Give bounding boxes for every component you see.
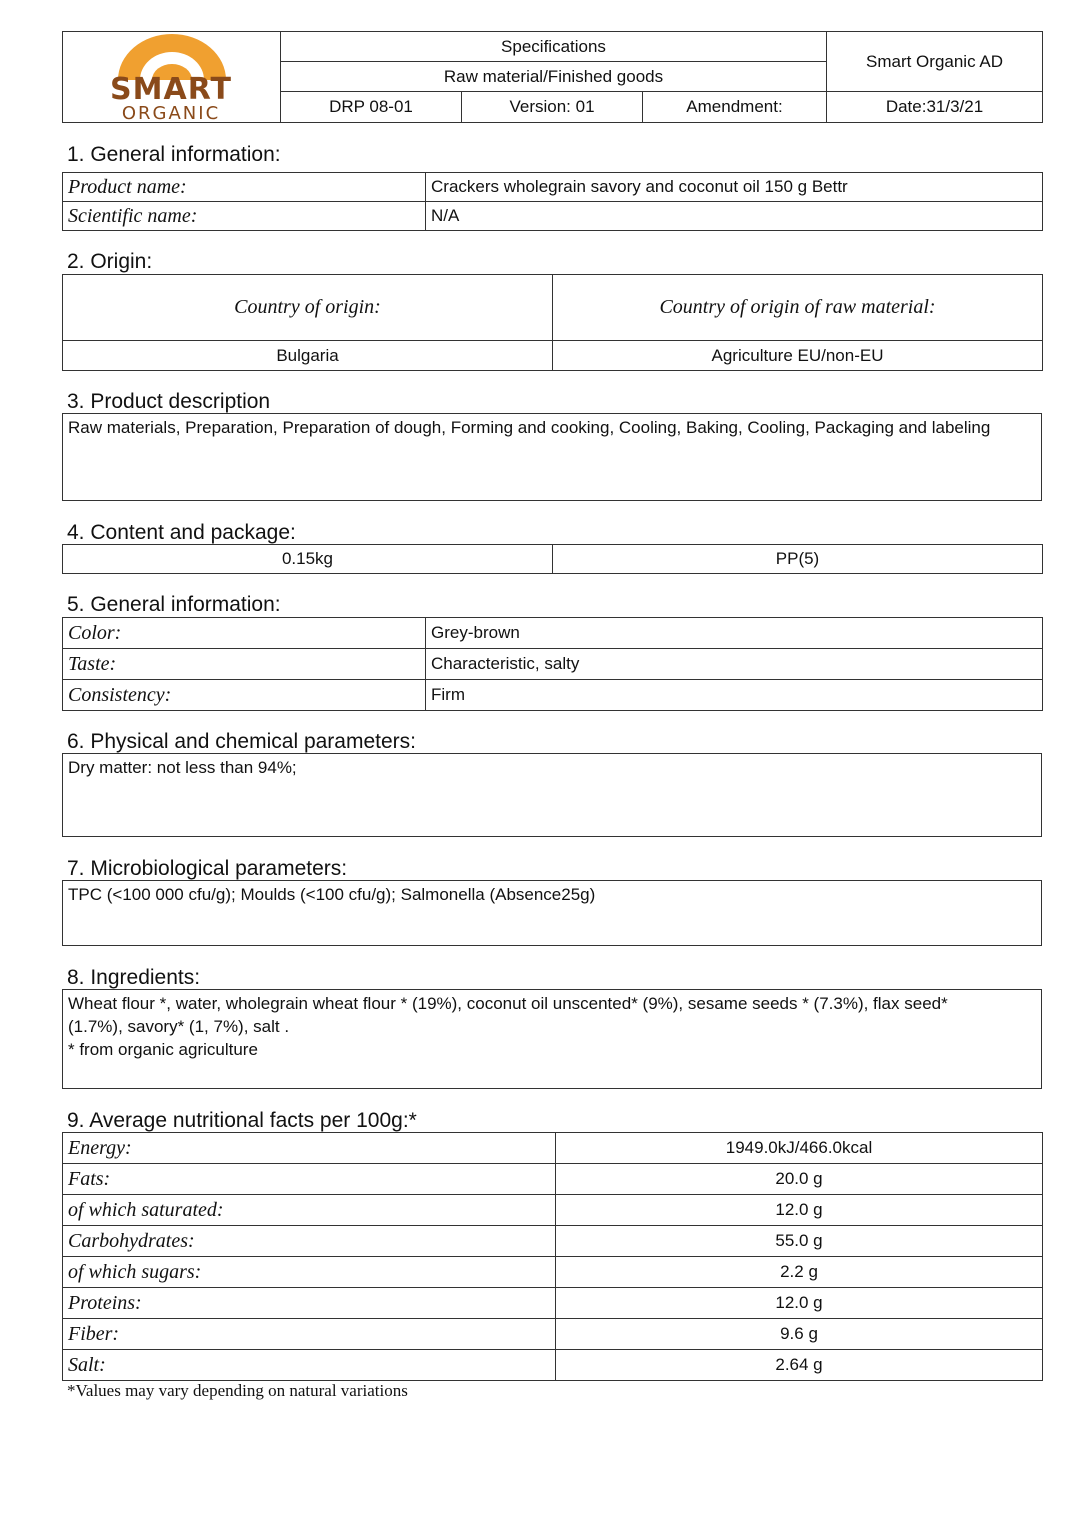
spec-title: Specifications — [281, 32, 827, 62]
nutrition-value: 9.6 g — [556, 1319, 1043, 1350]
nutrition-label: Proteins: — [63, 1288, 556, 1319]
nutrition-value: 12.0 g — [556, 1195, 1043, 1226]
content-package-table — [62, 544, 1043, 574]
raw-material-origin-label: Country of origin of raw material: — [553, 275, 1043, 341]
ingredients-footnote: * from organic agriculture — [68, 1040, 258, 1059]
ingredients-line-1: Wheat flour *, water, wholegrain wheat flour * (19%), coconut oil unscented* (9%), sesame seeds * (7.3%), flax seed* — [68, 994, 948, 1013]
nutrition-label: Fiber: — [63, 1319, 556, 1350]
raw-material-origin-value: Agriculture EU/non-EU — [553, 341, 1043, 371]
nutrition-label: of which saturated: — [63, 1195, 556, 1226]
package-type: PP(5) — [553, 545, 1043, 574]
section-2-heading: 2. Origin: — [67, 250, 153, 273]
doc-date: Date:31/3/21 — [827, 92, 1043, 123]
logo-cell — [63, 32, 281, 123]
nutrition-value: 2.2 g — [556, 1257, 1043, 1288]
micro-text: TPC (<100 000 cfu/g); Moulds (<100 cfu/g); Salmonella (Absence25g) — [68, 885, 596, 904]
micro-box — [62, 880, 1042, 946]
section-6-heading: 6. Physical and chemical parameters: — [67, 730, 416, 753]
color-value: Grey-brown — [426, 618, 1043, 649]
company-name: Smart Organic AD — [827, 32, 1043, 92]
nutrition-value: 1949.0kJ/466.0kcal — [556, 1133, 1043, 1164]
nutrition-value: 20.0 g — [556, 1164, 1043, 1195]
product-description-box — [62, 413, 1042, 501]
scientific-name-label: Scientific name: — [63, 202, 426, 231]
ingredients-box — [62, 989, 1042, 1089]
section-4-heading: 4. Content and package: — [67, 521, 296, 544]
consistency-label: Consistency: — [63, 680, 426, 711]
section-7-heading: 7. Microbiological parameters: — [67, 857, 348, 880]
nutrition-value: 55.0 g — [556, 1226, 1043, 1257]
consistency-value: Firm — [426, 680, 1043, 711]
physchem-text: Dry matter: not less than 94%; — [68, 758, 297, 777]
general-info-table — [62, 172, 1043, 231]
taste-value: Characteristic, salty — [426, 649, 1043, 680]
taste-label: Taste: — [63, 649, 426, 680]
product-name-label: Product name: — [63, 173, 426, 202]
spec-subtitle: Raw material/Finished goods — [281, 62, 827, 92]
doc-amendment: Amendment: — [643, 92, 827, 123]
nutrition-label: Energy: — [63, 1133, 556, 1164]
nutrition-label: Carbohydrates: — [63, 1226, 556, 1257]
logo-text-smart: SMART — [110, 72, 232, 107]
section-1-heading: 1. General information: — [67, 143, 281, 166]
section-5-heading: 5. General information: — [67, 593, 281, 616]
nutrition-label: Fats: — [63, 1164, 556, 1195]
nutrition-label: Salt: — [63, 1350, 556, 1381]
section-9-heading: 9. Average nutritional facts per 100g:* — [67, 1109, 417, 1132]
header-table — [62, 31, 1043, 123]
nutrition-footnote: *Values may vary depending on natural variations — [67, 1381, 408, 1400]
logo-text-organic: ORGANIC — [121, 103, 221, 124]
product-name-value: Crackers wholegrain savory and coconut oil 150 g Bettr — [426, 173, 1043, 202]
color-label: Color: — [63, 618, 426, 649]
nutrition-value: 12.0 g — [556, 1288, 1043, 1319]
scientific-name-value: N/A — [426, 202, 1043, 231]
origin-table — [62, 274, 1043, 371]
section-3-heading: 3. Product description — [67, 390, 271, 413]
section-8-heading: 8. Ingredients: — [67, 966, 201, 989]
country-origin-value: Bulgaria — [63, 341, 553, 371]
nutrition-value: 2.64 g — [556, 1350, 1043, 1381]
ingredients-line-2: (1.7%), savory* (1, 7%), salt . — [68, 1017, 290, 1036]
doc-version: Version: 01 — [462, 92, 643, 123]
physchem-box — [62, 753, 1042, 837]
nutrition-table — [62, 1132, 1043, 1381]
sensory-table — [62, 617, 1043, 711]
country-origin-label: Country of origin: — [63, 275, 553, 341]
product-description-text: Raw materials, Preparation, Preparation of dough, Forming and cooking, Cooling, Baking, Cooling, Packaging and labeling — [68, 418, 991, 437]
doc-code: DRP 08-01 — [281, 92, 462, 123]
content-weight: 0.15kg — [63, 545, 553, 574]
nutrition-label: of which sugars: — [63, 1257, 556, 1288]
